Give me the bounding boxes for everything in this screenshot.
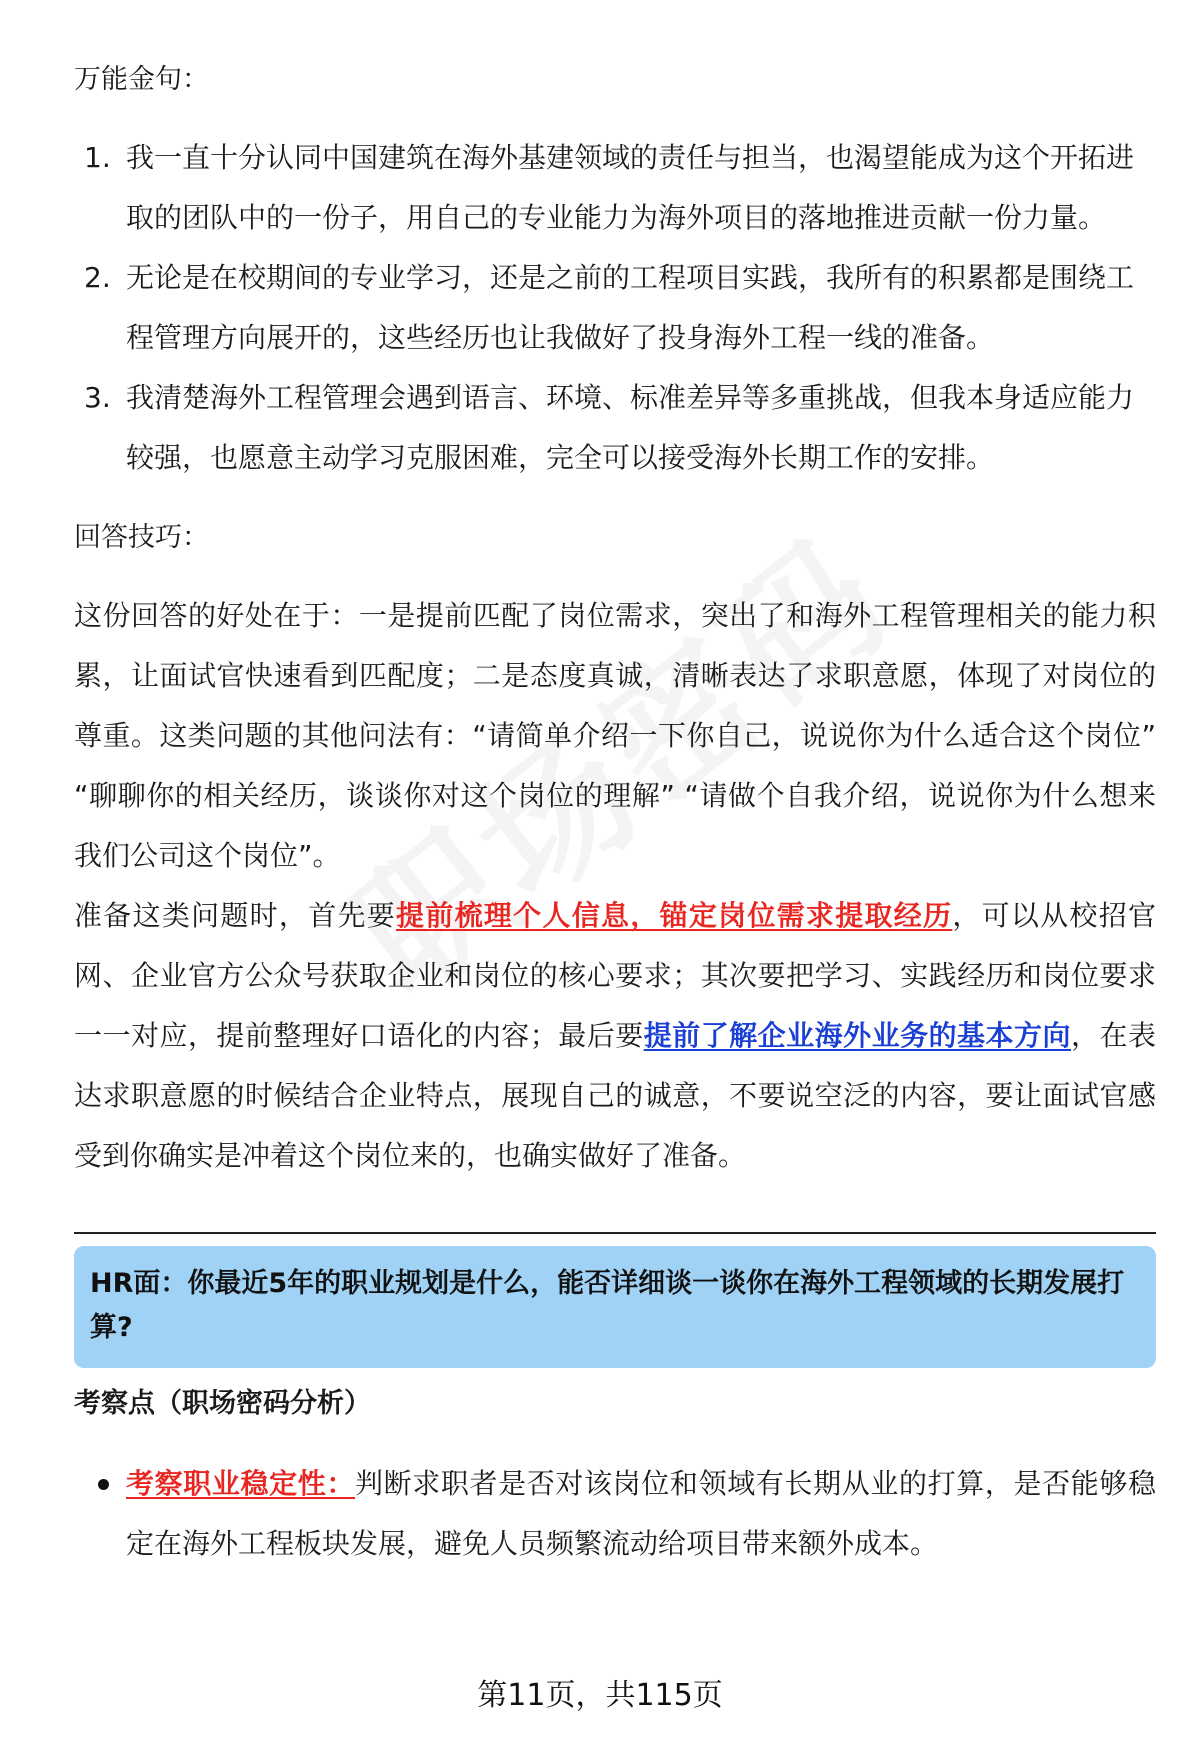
answer-tips-label: 回答技巧： xyxy=(74,522,209,553)
golden-phrases-list xyxy=(74,128,1156,488)
hr-question-text: HR面：你最近5年的职业规划是什么，能否详细谈一谈你在海外工程领域的长期发展打算? xyxy=(90,1268,1125,1343)
assessment-points-list xyxy=(74,1454,1156,1574)
list-item xyxy=(74,1454,1156,1574)
list-item-text: 无论是在校期间的专业学习，还是之前的工程项目实践，我所有的积累都是围绕工程管理方向展开的，这些经历也让我做好了投身海外工程一线的准备。 xyxy=(126,261,1135,354)
point-text: 判断求职者是否对该岗位和领域有长期从业的打算，是否能够稳定在海外工程板块发展，避免人员频繁流动给项目带来额外成本。 xyxy=(126,1467,1156,1560)
preparation-text-c: ，在表达求职意愿的时候结合企业特点，展现自己的诚意，不要说空泛的内容，要让面试官感受到你确实是冲着这个岗位来的，也确实做好了准备。 xyxy=(74,1019,1156,1172)
highlight-red: 提前梳理个人信息，锚定岗位需求提取经历 xyxy=(396,899,953,932)
list-item xyxy=(74,128,1156,248)
answer-tips-paragraph: 这份回答的好处在于：一是提前匹配了岗位需求，突出了和海外工程管理相关的能力积累，让面试官快速看到匹配度；二是态度真诚，清晰表达了求职意愿，体现了对岗位的尊重。这类问题的其他问法有：“请简单介绍一下你自己，说说你为什么适合这个岗位” “聊聊你的相关经历，谈谈你对这个岗位的理解” “请做个自我介绍，说说你为什么想来我们公司这个岗位”。 xyxy=(74,599,1156,872)
preparation-text-b: ，可以从校招官网、企业官方公众号获取企业和岗位的核心要求；其次要把学习、实践经历和岗位要求一一对应，提前整理好口语化的内容；最后要 xyxy=(74,899,1156,1052)
list-item-text: 我清楚海外工程管理会遇到语言、环境、标准差异等多重挑战，但我本身适应能力较强，也愿意主动学习克服困难，完全可以接受海外长期工作的安排。 xyxy=(126,381,1135,474)
assessment-points-heading: 考察点（职场密码分析） xyxy=(74,1388,371,1419)
preparation-text-a: 准备这类问题时，首先要 xyxy=(74,899,397,932)
hr-question-box xyxy=(74,1246,1156,1368)
point-label: 考察职业稳定性： xyxy=(126,1467,356,1500)
highlight-blue: 提前了解企业海外业务的基本方向 xyxy=(643,1019,1071,1052)
list-item-number: 1. xyxy=(84,141,111,174)
list-item-number: 2. xyxy=(84,261,111,294)
golden-phrases-label: 万能金句： xyxy=(74,64,209,95)
page-number: 第11页，共115页 xyxy=(477,1678,723,1713)
list-item xyxy=(74,248,1156,368)
list-item xyxy=(74,368,1156,488)
preparation-paragraph xyxy=(74,886,1156,1186)
list-item-number: 3. xyxy=(84,381,111,414)
bullet-icon xyxy=(98,1479,109,1490)
list-item-text: 我一直十分认同中国建筑在海外基建领域的责任与担当，也渴望能成为这个开拓进取的团队中的一份子，用自己的专业能力为海外项目的落地推进贡献一份力量。 xyxy=(126,141,1135,234)
section-divider xyxy=(74,1232,1156,1234)
document-page xyxy=(74,60,1156,1574)
